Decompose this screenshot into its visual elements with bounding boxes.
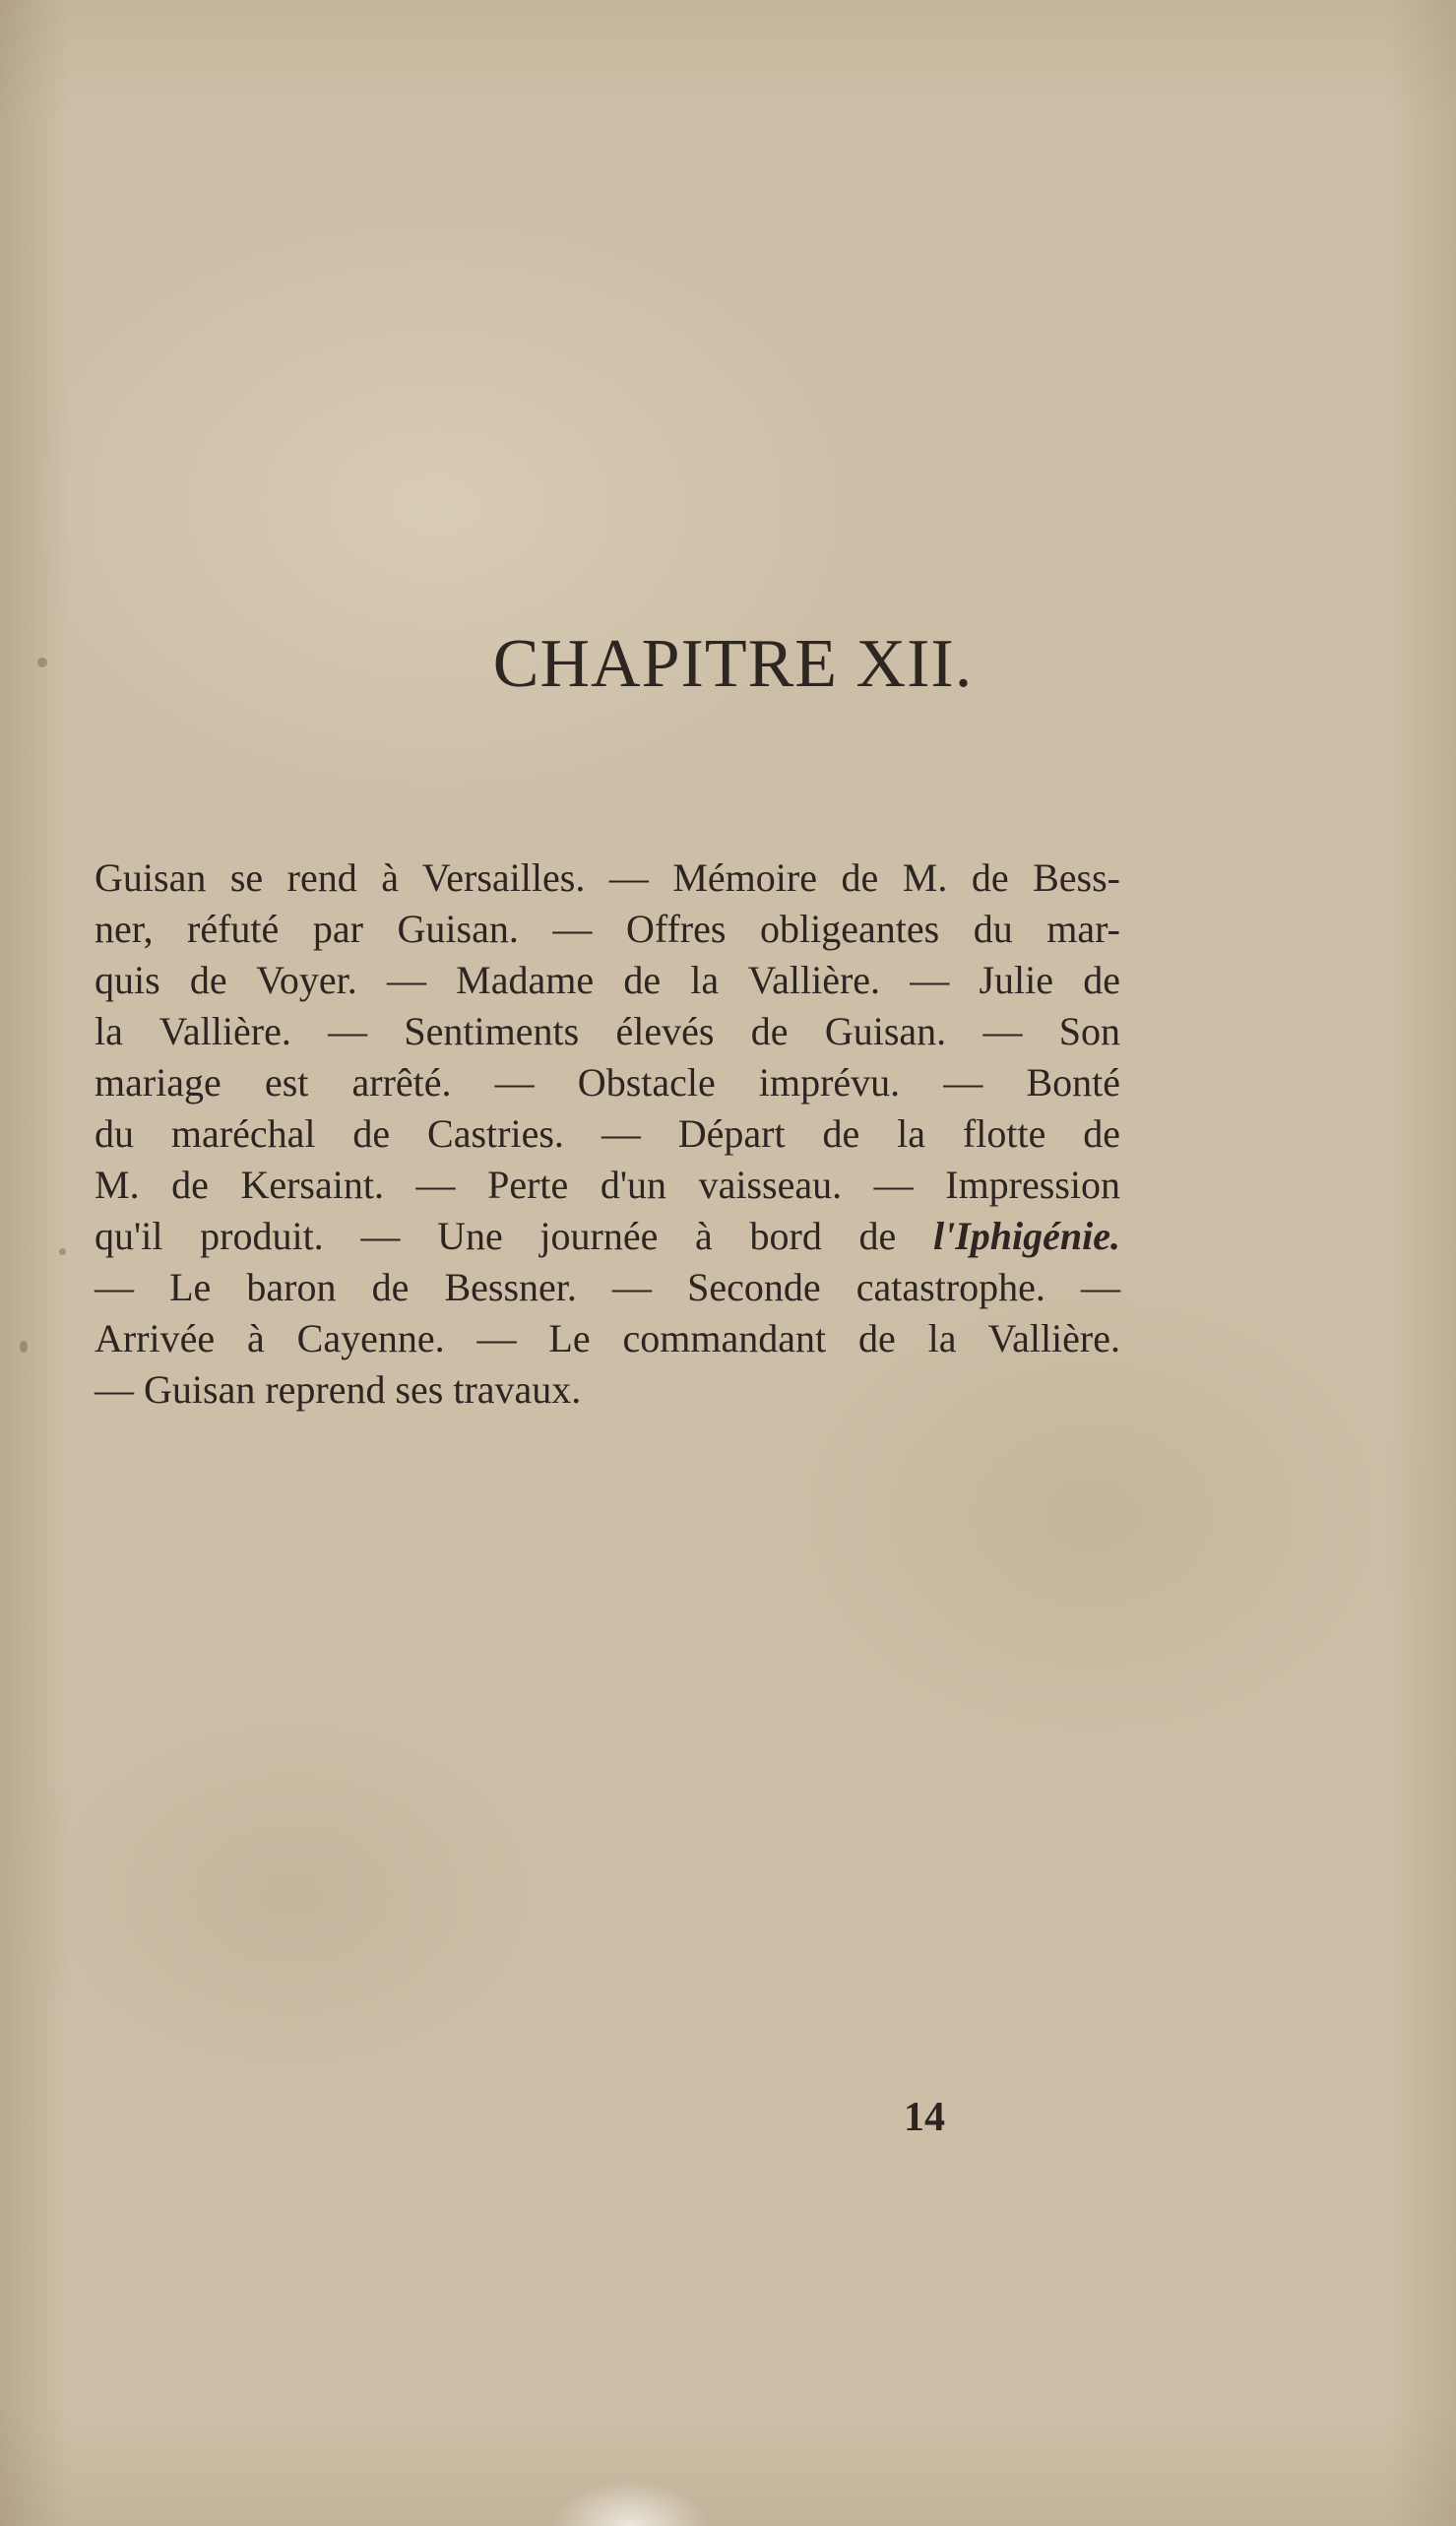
foxing-spot <box>37 658 47 667</box>
summary-line-4: la Vallière. — Sentiments élevés de Guisan. — Son <box>95 1009 1120 1053</box>
summary-line-1: Guisan se rend à Versailles. — Mémoire de M. de Bess- <box>95 855 1120 900</box>
summary-line-8 <box>95 1211 1120 1262</box>
summary-line-11: — Guisan reprend ses travaux. <box>95 1367 582 1412</box>
foxing-spot <box>59 1248 66 1255</box>
chapter-title: CHAPITRE XII. <box>492 626 974 702</box>
summary-line-3: quis de Voyer. — Madame de la Vallière. — Julie de <box>95 958 1120 1002</box>
page-number: 14 <box>904 2095 945 2140</box>
summary-line-7: M. de Kersaint. — Perte d'un vaisseau. — Impression <box>95 1163 1120 1207</box>
ship-name-italic: l'Iphigénie. <box>932 1214 1120 1258</box>
summary-line-6: du maréchal de Castries. — Départ de la flotte de <box>95 1111 1120 1156</box>
summary-line-10: Arrivée à Cayenne. — Le commandant de la Vallière. <box>95 1316 1120 1360</box>
summary-line-5: mariage est arrêté. — Obstacle imprévu. — Bonté <box>95 1060 1120 1105</box>
summary-line-8-text: qu'il produit. — Une journée à bord de <box>95 1214 933 1258</box>
summary-line-2: ner, réfuté par Guisan. — Offres obligeantes du mar- <box>95 907 1120 951</box>
summary-line-9: — Le baron de Bessner. — Seconde catastrophe. — <box>95 1265 1120 1309</box>
chapter-summary <box>95 853 1120 1416</box>
foxing-spot <box>20 1341 28 1353</box>
paper-stain <box>551 2481 709 2526</box>
